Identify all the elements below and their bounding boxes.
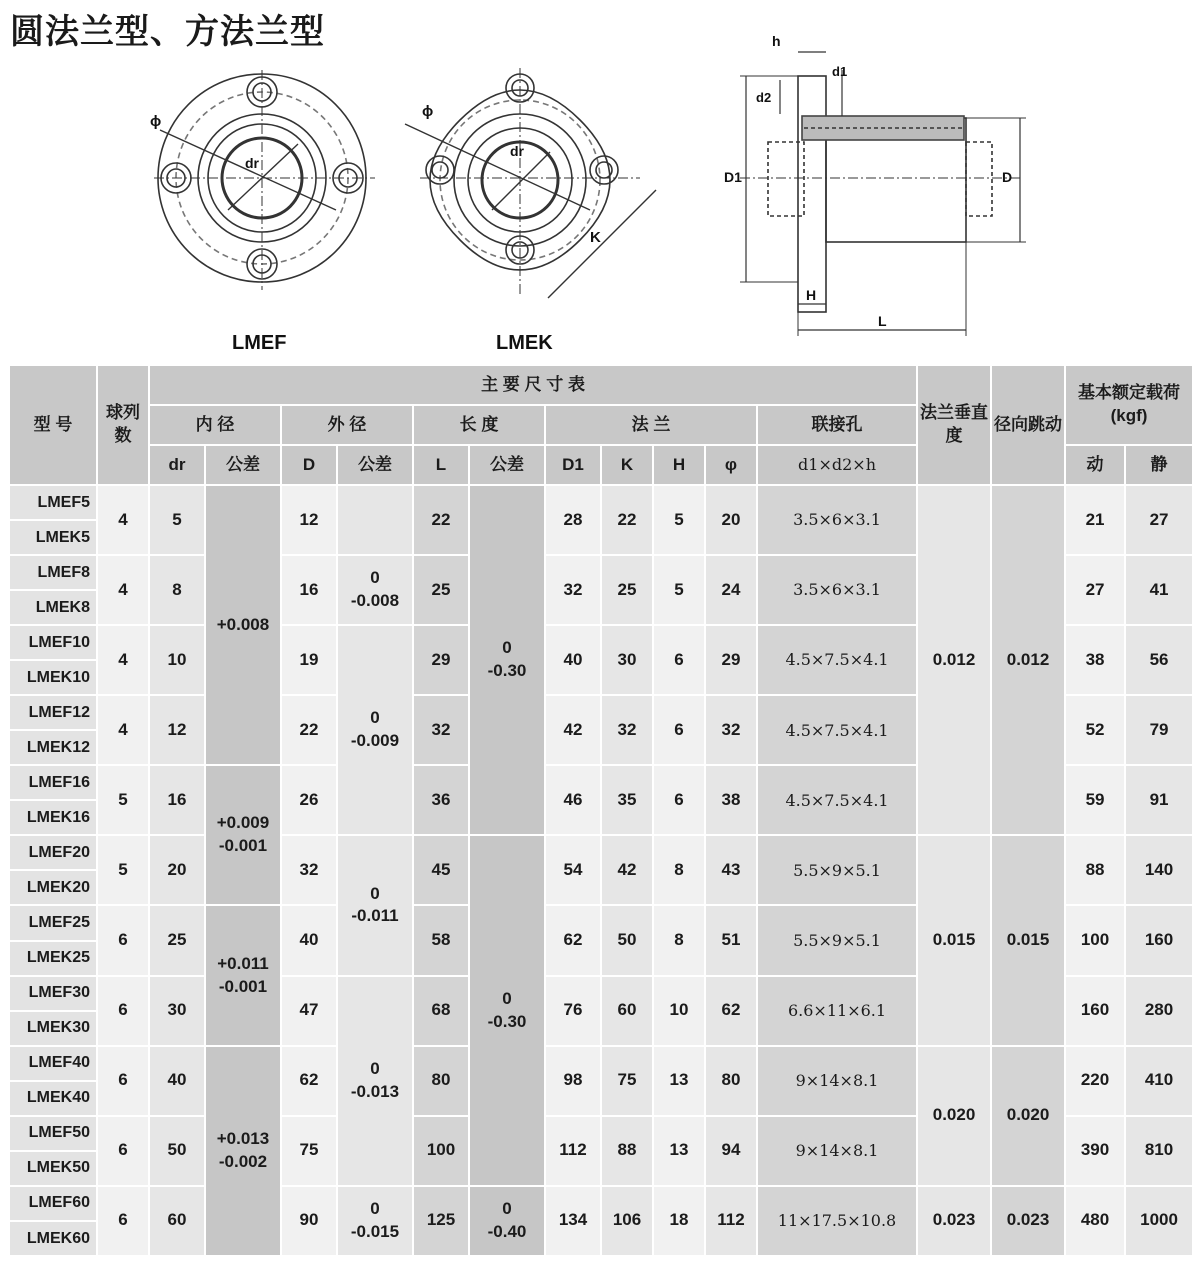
- header-dr: dr: [149, 445, 205, 485]
- tol-L-cell: [469, 1186, 545, 1256]
- K-cell: 106: [601, 1186, 653, 1256]
- H-cell: 6: [653, 695, 705, 765]
- hole-cell: 11×17.5×10.8: [757, 1186, 917, 1256]
- D1-cell: 134: [545, 1186, 601, 1256]
- balls-cell: 6: [97, 1046, 149, 1116]
- header-K: K: [601, 445, 653, 485]
- tol-D-cell-lower: -0.009: [350, 731, 400, 751]
- lmek-phi-label: ϕ: [422, 103, 434, 120]
- lmef-phi-label: ϕ: [150, 113, 162, 130]
- section-d2-label: d2: [756, 90, 772, 105]
- hole-cell: 6.6×11×6.1: [757, 976, 917, 1046]
- static-load-cell: 41: [1125, 555, 1193, 625]
- hole-cell: 5.5×9×5.1: [757, 835, 917, 905]
- header-model: 型 号: [9, 365, 97, 485]
- H-cell: 8: [653, 905, 705, 975]
- table-row: [9, 485, 1193, 520]
- runout-cell: 0.015: [991, 835, 1065, 1045]
- L-cell: 29: [413, 625, 469, 695]
- lmef-drawing: [140, 60, 390, 310]
- phi-cell: 38: [705, 765, 757, 835]
- phi-cell: 32: [705, 695, 757, 765]
- model-lmek: LMEK25: [9, 941, 97, 976]
- phi-cell: 80: [705, 1046, 757, 1116]
- balls-cell: 4: [97, 625, 149, 695]
- header-balls: 球列数: [97, 365, 149, 485]
- model-lmek: LMEK40: [9, 1081, 97, 1116]
- section-L-label: L: [878, 313, 887, 329]
- static-load-cell: 280: [1125, 976, 1193, 1046]
- dynamic-load-cell: 88: [1065, 835, 1125, 905]
- phi-cell: 20: [705, 485, 757, 555]
- tol-dr-cell: [205, 765, 281, 905]
- table-row: [9, 1046, 1193, 1081]
- model-lmef: LMEF10: [9, 625, 97, 660]
- dr-cell: 5: [149, 485, 205, 555]
- tol-dr-cell: [205, 905, 281, 1045]
- H-cell: 8: [653, 835, 705, 905]
- model-lmek: LMEK10: [9, 660, 97, 695]
- D1-cell: 28: [545, 485, 601, 555]
- tol-L-cell-lower: -0.30: [487, 1011, 527, 1031]
- spec-table: [8, 364, 1194, 1257]
- runout-cell: 0.023: [991, 1186, 1065, 1256]
- tol-D-cell-lower: -0.008: [350, 591, 400, 611]
- phi-cell: 29: [705, 625, 757, 695]
- dynamic-load-cell: 160: [1065, 976, 1125, 1046]
- tol-D-cell-lower: -0.015: [350, 1221, 400, 1241]
- section-h-label: h: [772, 33, 781, 49]
- dr-cell: 16: [149, 765, 205, 835]
- tol-L-cell-upper: 0: [502, 1198, 512, 1218]
- H-cell: 5: [653, 485, 705, 555]
- K-cell: 22: [601, 485, 653, 555]
- balls-cell: 6: [97, 905, 149, 975]
- tol-D-cell-lower: -0.013: [350, 1081, 400, 1101]
- model-lmef: LMEF8: [9, 555, 97, 590]
- D1-cell: 54: [545, 835, 601, 905]
- D-cell: 75: [281, 1116, 337, 1186]
- balls-cell: 6: [97, 1186, 149, 1256]
- hole-cell: 4.5×7.5×4.1: [757, 695, 917, 765]
- dynamic-load-cell: 27: [1065, 555, 1125, 625]
- static-load-cell: 79: [1125, 695, 1193, 765]
- hole-cell: 3.5×6×3.1: [757, 485, 917, 555]
- D-cell: 16: [281, 555, 337, 625]
- dynamic-load-cell: 390: [1065, 1116, 1125, 1186]
- header-main-dims: 主 要 尺 寸 表: [149, 365, 917, 405]
- K-cell: 88: [601, 1116, 653, 1186]
- H-cell: 10: [653, 976, 705, 1046]
- D-cell: 32: [281, 835, 337, 905]
- phi-cell: 24: [705, 555, 757, 625]
- hole-cell: 9×14×8.1: [757, 1046, 917, 1116]
- header-flange: 法 兰: [545, 405, 757, 445]
- D1-cell: 62: [545, 905, 601, 975]
- header-perpendicularity: 法兰垂直度: [917, 365, 991, 485]
- section-drawing: [720, 30, 1040, 345]
- tol-dr-cell-lower: -0.002: [218, 1151, 268, 1171]
- H-cell: 13: [653, 1046, 705, 1116]
- balls-cell: 4: [97, 485, 149, 555]
- D1-cell: 42: [545, 695, 601, 765]
- model-lmek: LMEK8: [9, 590, 97, 625]
- K-cell: 30: [601, 625, 653, 695]
- perpendicularity-cell: 0.023: [917, 1186, 991, 1256]
- page-title: 圆法兰型、方法兰型: [10, 12, 325, 52]
- tol-D-cell: [337, 835, 413, 975]
- model-lmek: LMEK20: [9, 870, 97, 905]
- L-cell: 32: [413, 695, 469, 765]
- tol-L-cell-lower: -0.40: [487, 1221, 527, 1241]
- static-load-cell: 410: [1125, 1046, 1193, 1116]
- table-row: [9, 835, 1193, 870]
- L-cell: 22: [413, 485, 469, 555]
- L-cell: 58: [413, 905, 469, 975]
- phi-cell: 62: [705, 976, 757, 1046]
- header-tol-dr: 公差: [205, 445, 281, 485]
- header-D: D: [281, 445, 337, 485]
- static-load-cell: 27: [1125, 485, 1193, 555]
- K-cell: 60: [601, 976, 653, 1046]
- K-cell: 42: [601, 835, 653, 905]
- D-cell: 47: [281, 976, 337, 1046]
- dr-cell: 8: [149, 555, 205, 625]
- lmek-caption: LMEK: [496, 332, 553, 354]
- H-cell: 18: [653, 1186, 705, 1256]
- K-cell: 25: [601, 555, 653, 625]
- L-cell: 45: [413, 835, 469, 905]
- D1-cell: 98: [545, 1046, 601, 1116]
- tol-D-cell-upper: 0: [370, 568, 380, 588]
- header-D1: D1: [545, 445, 601, 485]
- model-lmef: LMEF40: [9, 1046, 97, 1081]
- hole-cell: 4.5×7.5×4.1: [757, 765, 917, 835]
- D1-cell: 76: [545, 976, 601, 1046]
- model-lmef: LMEF5: [9, 485, 97, 520]
- hole-cell: 3.5×6×3.1: [757, 555, 917, 625]
- K-cell: 32: [601, 695, 653, 765]
- H-cell: 5: [653, 555, 705, 625]
- tol-dr-cell-upper: +0.009: [216, 813, 270, 833]
- header-length: 长 度: [413, 405, 545, 445]
- header-dynamic: 动: [1065, 445, 1125, 485]
- D1-cell: 32: [545, 555, 601, 625]
- header-tol-D: 公差: [337, 445, 413, 485]
- lmek-k-label: K: [590, 229, 601, 246]
- tol-L-cell: [469, 485, 545, 835]
- K-cell: 50: [601, 905, 653, 975]
- L-cell: 80: [413, 1046, 469, 1116]
- static-load-cell: 56: [1125, 625, 1193, 695]
- L-cell: 36: [413, 765, 469, 835]
- tol-D-cell: [337, 976, 413, 1186]
- dynamic-load-cell: 52: [1065, 695, 1125, 765]
- tol-D-cell: [337, 625, 413, 835]
- dr-cell: 10: [149, 625, 205, 695]
- tol-L-cell-upper: 0: [502, 638, 512, 658]
- D-cell: 12: [281, 485, 337, 555]
- model-lmef: LMEF60: [9, 1186, 97, 1221]
- D1-cell: 46: [545, 765, 601, 835]
- perpendicularity-cell: 0.015: [917, 835, 991, 1045]
- dr-cell: 12: [149, 695, 205, 765]
- tol-dr-cell: [205, 1046, 281, 1256]
- balls-cell: 4: [97, 695, 149, 765]
- D1-cell: 112: [545, 1116, 601, 1186]
- phi-cell: 112: [705, 1186, 757, 1256]
- tol-D-cell-lower: -0.011: [351, 906, 399, 926]
- static-load-cell: 1000: [1125, 1186, 1193, 1256]
- model-lmef: LMEF30: [9, 976, 97, 1011]
- header-load-rating: 基本额定载荷(kgf): [1065, 365, 1193, 445]
- lmef-caption: LMEF: [232, 332, 287, 354]
- header-static: 静: [1125, 445, 1193, 485]
- model-lmek: LMEK5: [9, 520, 97, 555]
- tol-dr-cell-upper: +0.013: [216, 1128, 270, 1148]
- tol-D-cell-upper: 0: [370, 883, 380, 903]
- section-D1-label: D1: [724, 169, 742, 185]
- model-lmef: LMEF25: [9, 905, 97, 940]
- header-H: H: [653, 445, 705, 485]
- dynamic-load-cell: 480: [1065, 1186, 1125, 1256]
- L-cell: 100: [413, 1116, 469, 1186]
- balls-cell: 4: [97, 555, 149, 625]
- hole-cell: 9×14×8.1: [757, 1116, 917, 1186]
- D-cell: 40: [281, 905, 337, 975]
- tol-dr-cell: [205, 485, 281, 765]
- dynamic-load-cell: 59: [1065, 765, 1125, 835]
- header-inner-dia: 内 径: [149, 405, 281, 445]
- header-runout: 径向跳动: [991, 365, 1065, 485]
- static-load-cell: 140: [1125, 835, 1193, 905]
- tol-L-cell-upper: 0: [502, 988, 512, 1008]
- phi-cell: 51: [705, 905, 757, 975]
- dr-cell: 60: [149, 1186, 205, 1256]
- balls-cell: 5: [97, 765, 149, 835]
- dr-cell: 40: [149, 1046, 205, 1116]
- L-cell: 68: [413, 976, 469, 1046]
- K-cell: 75: [601, 1046, 653, 1116]
- D-cell: 90: [281, 1186, 337, 1256]
- model-lmek: LMEK50: [9, 1151, 97, 1186]
- phi-cell: 43: [705, 835, 757, 905]
- model-lmek: LMEK16: [9, 800, 97, 835]
- tol-dr-cell-lower: -0.001: [218, 976, 268, 996]
- tol-L-cell: [469, 835, 545, 1185]
- header-hole: d1×d2×h: [757, 445, 917, 485]
- hole-cell: 5.5×9×5.1: [757, 905, 917, 975]
- tol-D-cell: [337, 1186, 413, 1256]
- H-cell: 6: [653, 625, 705, 695]
- tol-L-cell-lower: -0.30: [487, 661, 527, 681]
- model-lmef: LMEF16: [9, 765, 97, 800]
- dr-cell: 20: [149, 835, 205, 905]
- lmek-dr-label: dr: [510, 143, 524, 159]
- tol-D-cell-upper: 0: [370, 708, 380, 728]
- header-outer-dia: 外 径: [281, 405, 413, 445]
- runout-cell: 0.012: [991, 485, 1065, 835]
- model-lmef: LMEF12: [9, 695, 97, 730]
- section-D-label: D: [1002, 169, 1013, 185]
- header-phi: φ: [705, 445, 757, 485]
- runout-cell: 0.020: [991, 1046, 1065, 1186]
- table-row: [9, 1186, 1193, 1221]
- tol-D-cell: [337, 485, 413, 555]
- dr-cell: 30: [149, 976, 205, 1046]
- model-lmek: LMEK12: [9, 730, 97, 765]
- H-cell: 13: [653, 1116, 705, 1186]
- tol-dr-cell-lower: -0.001: [218, 836, 268, 856]
- balls-cell: 6: [97, 1116, 149, 1186]
- static-load-cell: 91: [1125, 765, 1193, 835]
- header-hole-group: 联接孔: [757, 405, 917, 445]
- hole-cell: 4.5×7.5×4.1: [757, 625, 917, 695]
- dr-cell: 25: [149, 905, 205, 975]
- tol-dr-cell-upper: +0.011: [217, 953, 269, 973]
- dynamic-load-cell: 21: [1065, 485, 1125, 555]
- header-L: L: [413, 445, 469, 485]
- perpendicularity-cell: 0.012: [917, 485, 991, 835]
- section-d1-label: d1: [832, 64, 848, 79]
- L-cell: 25: [413, 555, 469, 625]
- tol-D-cell: [337, 555, 413, 625]
- model-lmef: LMEF20: [9, 835, 97, 870]
- tol-D-cell-upper: 0: [370, 1058, 380, 1078]
- balls-cell: 5: [97, 835, 149, 905]
- lmef-dr-label: dr: [245, 155, 259, 171]
- model-lmek: LMEK30: [9, 1011, 97, 1046]
- balls-cell: 6: [97, 976, 149, 1046]
- D-cell: 22: [281, 695, 337, 765]
- D-cell: 19: [281, 625, 337, 695]
- D-cell: 26: [281, 765, 337, 835]
- dynamic-load-cell: 38: [1065, 625, 1125, 695]
- D1-cell: 40: [545, 625, 601, 695]
- H-cell: 6: [653, 765, 705, 835]
- tol-D-cell-upper: 0: [370, 1198, 380, 1218]
- section-H-label: H: [806, 287, 817, 303]
- model-lmek: LMEK60: [9, 1221, 97, 1256]
- dynamic-load-cell: 220: [1065, 1046, 1125, 1116]
- perpendicularity-cell: 0.020: [917, 1046, 991, 1186]
- phi-cell: 94: [705, 1116, 757, 1186]
- model-lmef: LMEF50: [9, 1116, 97, 1151]
- L-cell: 125: [413, 1186, 469, 1256]
- static-load-cell: 160: [1125, 905, 1193, 975]
- header-tol-L: 公差: [469, 445, 545, 485]
- lmek-drawing: [400, 60, 670, 310]
- static-load-cell: 810: [1125, 1116, 1193, 1186]
- dynamic-load-cell: 100: [1065, 905, 1125, 975]
- tol-dr-cell-upper: +0.008: [216, 614, 270, 634]
- K-cell: 35: [601, 765, 653, 835]
- D-cell: 62: [281, 1046, 337, 1116]
- dr-cell: 50: [149, 1116, 205, 1186]
